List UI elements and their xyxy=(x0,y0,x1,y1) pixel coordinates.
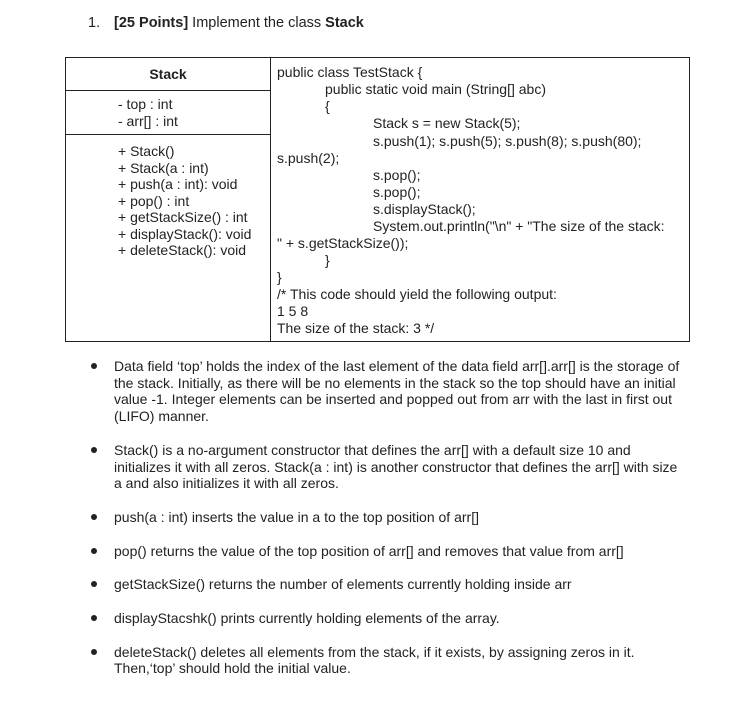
bullet-item: getStackSize() returns the number of elements currently holding inside arr xyxy=(88,576,688,593)
bullet-item: pop() returns the value of the top position of arr[] and removes that value from arr[] xyxy=(88,543,688,560)
bullet-dot-icon xyxy=(91,581,97,587)
bullet-dot-icon xyxy=(91,615,97,621)
code-line: public static void main (String[] abc) xyxy=(325,81,546,97)
code-line: s.displayStack(); xyxy=(373,201,476,217)
uml-class-diagram xyxy=(66,58,271,342)
uml-method: + displayStack(): void xyxy=(118,225,252,242)
uml-method: + getStackSize() : int xyxy=(118,209,248,225)
bullet-item: Stack() is a no-argument constructor that defines the arr[] with a default size 10 and initializes it with all zeros. Stack(a : int) is another constructor that defines the arr[] with size a and also initializes it with all zeros. xyxy=(88,442,688,492)
uml-method: + deleteStack(): void xyxy=(118,242,247,258)
question-points: [25 Points] xyxy=(114,15,189,31)
code-line: System.out.println("\n" + "The size of the stack: xyxy=(373,218,665,234)
uml-method: + push(a : int): void xyxy=(118,176,238,192)
code-line: " + s.getStackSize()); xyxy=(277,235,409,251)
uml-field: - top : int xyxy=(118,96,173,112)
code-output-line: 1 5 8 xyxy=(277,303,309,319)
question-heading xyxy=(88,15,364,31)
question-text: Implement the class xyxy=(188,15,326,31)
code-line: s.pop(); xyxy=(373,184,421,200)
code-line: Stack s = new Stack(5); xyxy=(373,115,521,131)
code-comment-line: /* This code should yield the following output: xyxy=(277,286,557,302)
uml-method: + Stack(a : int) xyxy=(118,159,209,176)
question-class-name: Stack xyxy=(325,15,364,31)
bullet-item: push(a : int) inserts the value in a to the top position of arr[] xyxy=(88,509,688,526)
bullet-dot-icon xyxy=(91,514,97,520)
code-comment-line: The size of the stack: 3 */ xyxy=(277,320,435,336)
bullet-dot-icon xyxy=(91,649,97,655)
uml-method: + pop() : int xyxy=(118,192,190,209)
code-line: { xyxy=(325,98,330,114)
bullet-dot-icon xyxy=(91,363,97,369)
bullet-dot-icon xyxy=(91,447,97,453)
bullet-item: deleteStack() deletes all elements from the stack, if it exists, by assigning zeros in it. Then,‘top’ should hold the initial value. xyxy=(88,644,688,677)
code-line: } xyxy=(325,252,330,268)
bullet-dot-icon xyxy=(91,548,97,554)
uml-method: + Stack() xyxy=(118,143,175,159)
uml-field: - arr[] : int xyxy=(118,113,178,129)
code-line: } xyxy=(277,269,282,285)
code-line: public class TestStack { xyxy=(277,64,423,80)
bullet-list xyxy=(88,358,688,677)
uml-table xyxy=(65,57,690,342)
uml-fields xyxy=(66,91,270,135)
uml-methods xyxy=(66,135,270,259)
code-line: s.pop(); xyxy=(373,167,421,183)
question-number: 1. xyxy=(88,15,101,31)
code-line: s.push(2); xyxy=(277,150,340,166)
code-line: s.push(1); s.push(5); s.push(8); s.push(80); xyxy=(373,133,642,149)
code-cell xyxy=(271,58,690,342)
bullet-item: Data field ‘top’ holds the index of the last element of the data field arr[].arr[] is the storage of the stack. Initially, as there will be no elements in the stack so the top should have an initial value -1. Integer elements can be inserted and popped out from arr with the last in first out (LIFO) manner. xyxy=(88,358,688,425)
bullet-item: displayStacshk() prints currently holding elements of the array. xyxy=(88,610,688,627)
uml-class-name: Stack xyxy=(66,58,270,91)
